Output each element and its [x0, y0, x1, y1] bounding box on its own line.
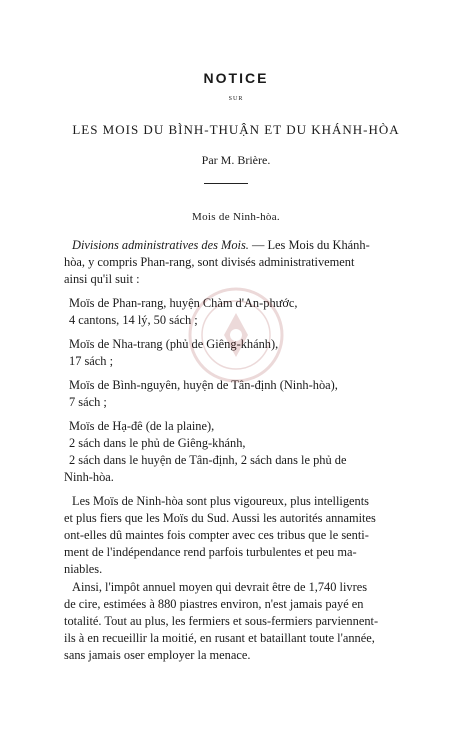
list-item4-line1: Moïs de Hạ-đê (de la plaine), — [69, 419, 215, 433]
title-divider — [204, 183, 248, 184]
author-line: Par M. Brière. — [201, 153, 271, 167]
para3-line1: Ainsi, l'impôt annuel moyen qui devrait être de 1,740 livres — [72, 580, 368, 594]
sur-word: SUR — [228, 96, 244, 102]
list-item1-line2: 4 cantons, 14 lý, 50 sách ; — [69, 313, 198, 327]
para1-line2: hòa, y compris Phan-rang, sont divisés administrativement — [64, 255, 355, 269]
para2-line3: ont-elles dû maintes fois compter avec ces tribus que le senti- — [64, 528, 369, 542]
list-item3-line1: Moïs de Bình-nguyên, huyện de Tân-định (Ninh-hòa), — [69, 378, 338, 392]
para3-line3: totalité. Tout au plus, les fermiers et sous-fermiers parviennent- — [64, 614, 379, 628]
list-item4-line3: 2 sách dans le huyện de Tân-định, 2 sách dans le phủ de — [69, 453, 347, 467]
para3-line2: de cire, estimées à 880 piastres environ, n'est jamais payé en — [64, 597, 364, 611]
list-item2-line1: Moïs de Nha-trang (phủ de Giêng-khánh), — [69, 337, 279, 351]
list-item4-line2: 2 sách dans le phủ de Giêng-khánh, — [69, 436, 246, 450]
para2-line4: ment de l'indépendance rend parfois turbulentes et peu ma- — [64, 545, 357, 559]
list-item1-line1: Moïs de Phan-rang, huyện Chàm d'An-phước, — [69, 296, 298, 310]
para3-line5: sans jamais oser employer la menace. — [64, 648, 251, 662]
list-item2-line2: 17 sách ; — [69, 354, 114, 368]
list-item3-line2: 7 sách ; — [69, 395, 107, 409]
para1-italic: Divisions administratives des Mois. — [72, 238, 249, 252]
para2-line5: niables. — [64, 562, 103, 576]
para3-line4: ils à en recueillir la moitié, en rusant et bataillant toute l'année, — [64, 631, 375, 645]
para1-line3: ainsi qu'il suit : — [64, 272, 140, 286]
section-heading: Mois de Ninh-hòa. — [192, 211, 280, 223]
notice-heading: NOTICE — [203, 70, 269, 86]
list-item4-line4: Ninh-hòa. — [64, 470, 114, 484]
library-seal-icon — [186, 285, 286, 385]
para2-line1: Les Moïs de Ninh-hòa sont plus vigoureux, plus intelligents — [72, 494, 370, 508]
article-title: LES MOIS DU BÌNH-THUẬN ET DU KHÁNH-HÒA — [72, 122, 400, 137]
para1-line1 — [72, 238, 370, 253]
para1-line1-rest: — Les Mois du Khánh- — [248, 238, 370, 252]
para2-line2: et plus fiers que les Moïs du Sud. Aussi les autorités annamites — [64, 511, 376, 525]
